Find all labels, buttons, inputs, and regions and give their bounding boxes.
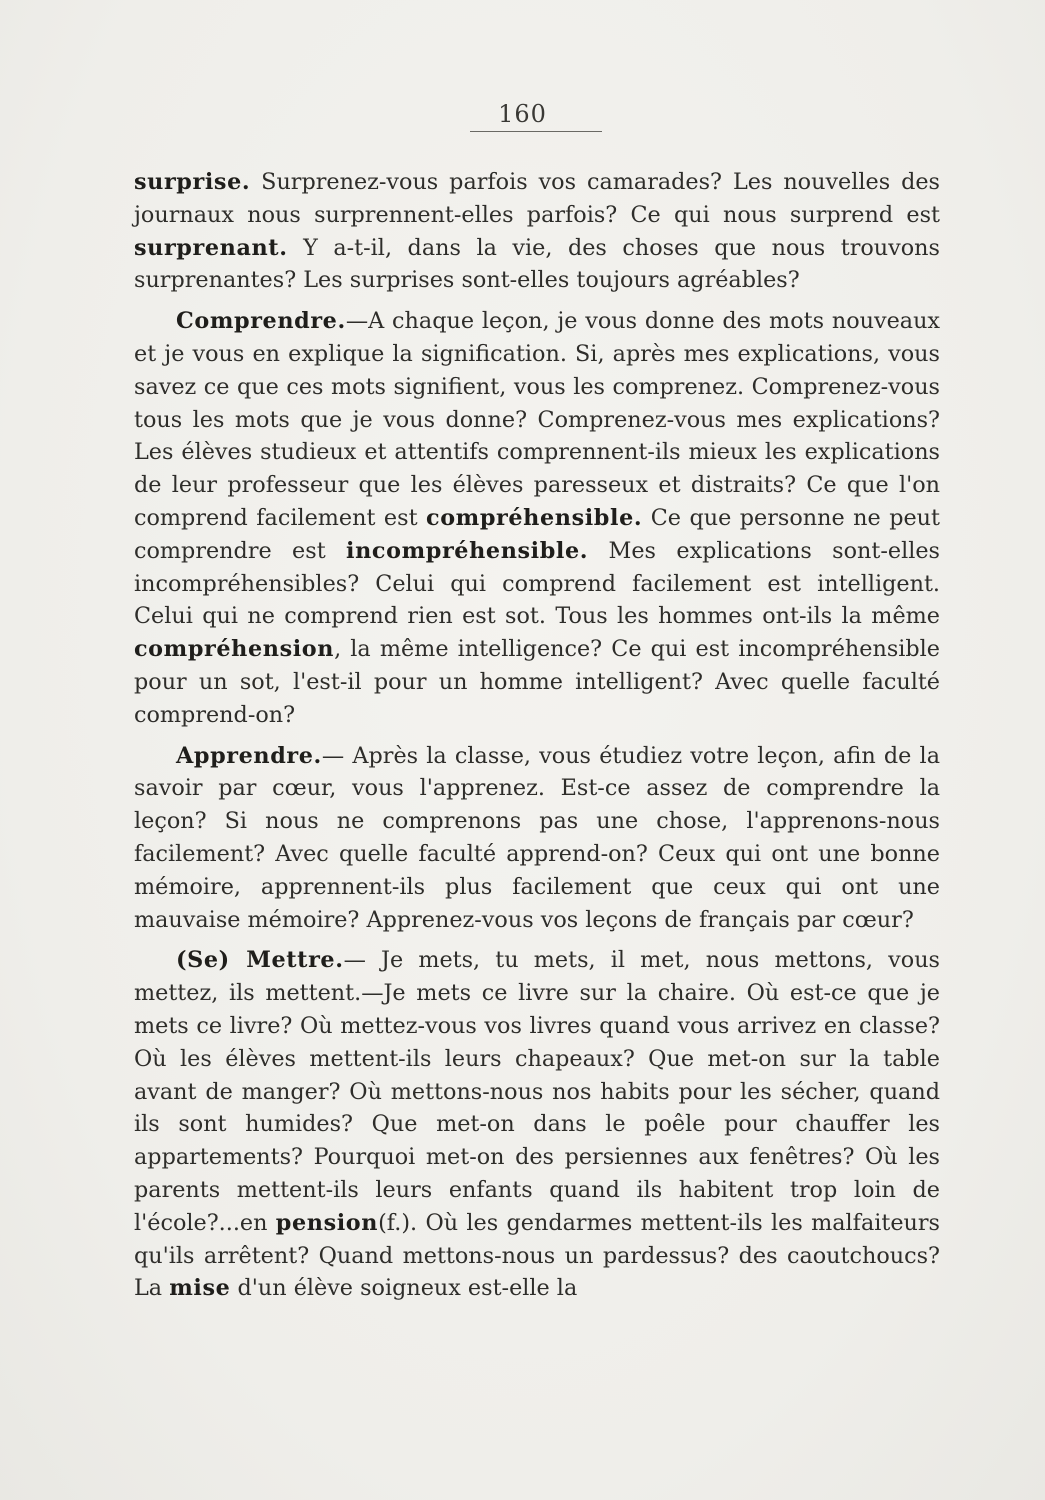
text-segment: — Après la classe, vous étudiez votre leçon, afin de la savoir par cœur, vous l'apprenez. Est-ce assez de comprendre la leçon? Si nous ne comprenons pas une chose, l'apprenons-nous facilement? Avec quelle faculté apprend-on? Ceux qui ont une bonne mémoire, apprennent-ils plus facilement que ceux qui ont une mauvaise mémoire? Apprenez-vous vos leçons de français par cœur? xyxy=(134,742,940,933)
term-comprendre: Comprendre. xyxy=(176,308,346,335)
text-segment: Y a-t-il, dans la vie, des choses que nous trouvons surprenantes? Les surprises sont-elles toujours agréables? xyxy=(134,234,940,294)
term-se-mettre: (Se) Mettre. xyxy=(176,947,344,974)
text-segment: Surprenez-vous parfois vos camarades? Les nouvelles des journaux nous surprennent-elles parfois? Ce qui nous surprend est xyxy=(134,169,940,228)
term-incomprehensible: incompréhensible. xyxy=(346,537,589,564)
text-segment: d'un élève soigneux est-elle la xyxy=(230,1275,578,1302)
paragraph-apprendre xyxy=(134,740,940,937)
text-segment: —A chaque leçon, je vous donne des mots nouveaux et je vous en explique la signification. Si, après mes explications, vous savez ce que ces mots signifient, vous les comprenez. Comprenez-vous tous les mots que je vous donne? Comprenez-vous mes explications? Les élèves studieux et attentifs comprennent-ils mieux les explications de leur professeur que les élèves paresseux et distraits? Ce que l'on comprend facilement est xyxy=(134,308,940,531)
text-segment: (f.). Où les gendarmes mettent-ils les malfaiteurs qu'ils arrêtent? Quand mettons-nous un pardessus? des caoutchoucs? La xyxy=(134,1209,940,1302)
text-segment: , la même intelligence? Ce qui est incompréhensible pour un sot, l'est-il pour un homme intelligent? Avec quelle faculté comprend-on? xyxy=(134,636,940,728)
paragraph-comprendre xyxy=(134,305,940,731)
term-surprenant: surprenant. xyxy=(134,234,288,261)
text-segment: — Je mets, tu mets, il met, nous mettons, vous mettez, ils mettent.—Je mets ce livre sur la chaire. Où est-ce que je mets ce livre? Où mettez-vous vos livres quand vous arrivez en classe? Où les élèves mettent-ils leurs chapeaux? Que met-on sur la table avant de manger? Où mettons-nous nos habits pour les sécher, quand ils sont humides? Que met-on dans le poêle pour chauffer les appartements? Pourquoi met-on des persiennes aux fenêtres? Où les parents mettent-ils leurs enfants quand ils habitent trop loin de l'école?...en xyxy=(134,947,940,1236)
term-apprendre: Apprendre. xyxy=(176,742,322,769)
term-comprehension: compréhension xyxy=(134,636,335,663)
paragraph-mettre xyxy=(134,944,940,1305)
term-comprehensible: compréhensible. xyxy=(426,504,643,531)
term-surprise: surprise. xyxy=(134,169,251,195)
paragraph-surprise xyxy=(134,166,940,297)
body-text xyxy=(134,166,940,1313)
text-segment: Ce que personne ne peut comprendre est xyxy=(134,504,940,564)
term-mise: mise xyxy=(169,1275,231,1302)
text-segment: Mes explications sont-elles incompréhensibles? Celui qui comprend facilement est intelligent. Celui qui ne comprend rien est sot. Tous les hommes ont-ils la même xyxy=(134,537,940,630)
header-rule xyxy=(470,131,602,132)
page-number: 160 xyxy=(498,100,547,128)
term-pension: pension xyxy=(275,1209,379,1236)
